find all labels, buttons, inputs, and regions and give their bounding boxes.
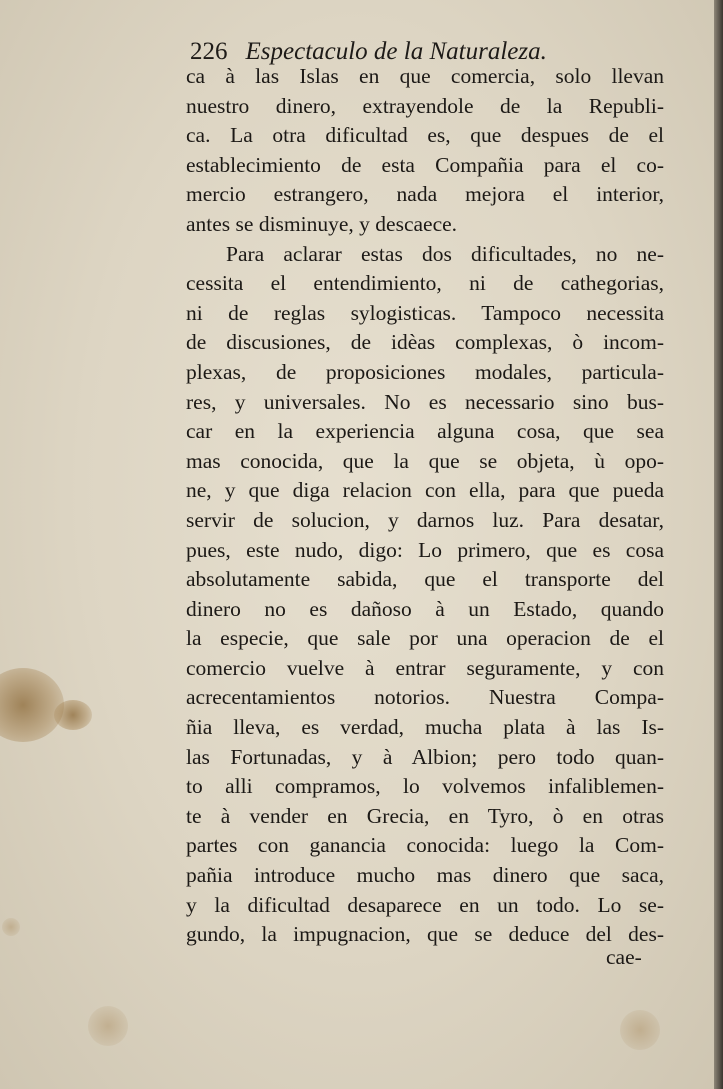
text-line: de discusiones, de idèas complexas, ò incom- xyxy=(186,330,664,355)
text-line: ca. La otra dificultad es, que despues de el xyxy=(186,123,664,148)
catchword: cae- xyxy=(606,945,642,969)
text-line: to alli compramos, lo volvemos infaliblemen- xyxy=(186,774,664,799)
page-number: 226 xyxy=(190,38,228,65)
text-line: ne, y que diga relacion con ella, para que pueda xyxy=(186,478,664,503)
text-line: servir de solucion, y darnos luz. Para desatar, xyxy=(186,507,664,532)
running-head: Espectaculo de la Naturaleza. xyxy=(245,38,547,65)
text-line: comercio vuelve à entrar seguramente, y con xyxy=(186,655,664,680)
water-stain-small xyxy=(54,700,92,730)
foxing-spot xyxy=(2,918,20,936)
page-edge xyxy=(714,0,723,1089)
body-text xyxy=(186,62,664,950)
text-line: cessita el entendimiento, ni de cathegorias, xyxy=(186,271,664,296)
foxing-spot xyxy=(620,1010,660,1050)
text-line: la especie, que sale por una operacion de el xyxy=(186,626,664,651)
text-line: te à vender en Grecia, en Tyro, ò en otras xyxy=(186,803,664,828)
text-line: dinero no es dañoso à un Estado, quando xyxy=(186,596,664,621)
text-line: pañia introduce mucho mas dinero que saca, xyxy=(186,863,664,888)
text-line: y la dificultad desaparece en un todo. Lo se- xyxy=(186,892,664,917)
text-line: Para aclarar estas dos dificultades, no ne- xyxy=(226,241,664,266)
text-line: gundo, la impugnacion, que se deduce del des- xyxy=(186,922,664,947)
text-line: acrecentamientos notorios. Nuestra Compa- xyxy=(186,685,664,710)
text-line: partes con ganancia conocida: luego la Com- xyxy=(186,833,664,858)
text-line: antes se disminuye, y descaece. xyxy=(186,211,458,236)
text-line: absolutamente sabida, que el transporte del xyxy=(186,567,664,592)
text-line: mas conocida, que la que se objeta, ù opo- xyxy=(186,448,664,473)
text-line: ni de reglas sylogisticas. Tampoco necessita xyxy=(186,300,664,325)
text-line: pues, este nudo, digo: Lo primero, que es cosa xyxy=(186,537,664,562)
text-line: res, y universales. No es necessario sino bus- xyxy=(186,389,664,414)
text-line: mercio estrangero, nada mejora el interior, xyxy=(186,182,664,207)
text-line: las Fortunadas, y à Albion; pero todo quan- xyxy=(186,744,664,769)
text-line: establecimiento de esta Compañia para el co- xyxy=(186,152,664,177)
foxing-spot xyxy=(88,1006,128,1046)
water-stain xyxy=(0,668,64,742)
text-line: plexas, de proposiciones modales, particula- xyxy=(186,359,664,384)
text-line: nuestro dinero, extrayendole de la Republi- xyxy=(186,93,664,118)
text-line: car en la experiencia alguna cosa, que sea xyxy=(186,419,664,444)
text-line: ca à las Islas en que comercia, solo llevan xyxy=(186,64,664,88)
text-line: ñia lleva, es verdad, mucha plata à las Is- xyxy=(186,715,664,740)
